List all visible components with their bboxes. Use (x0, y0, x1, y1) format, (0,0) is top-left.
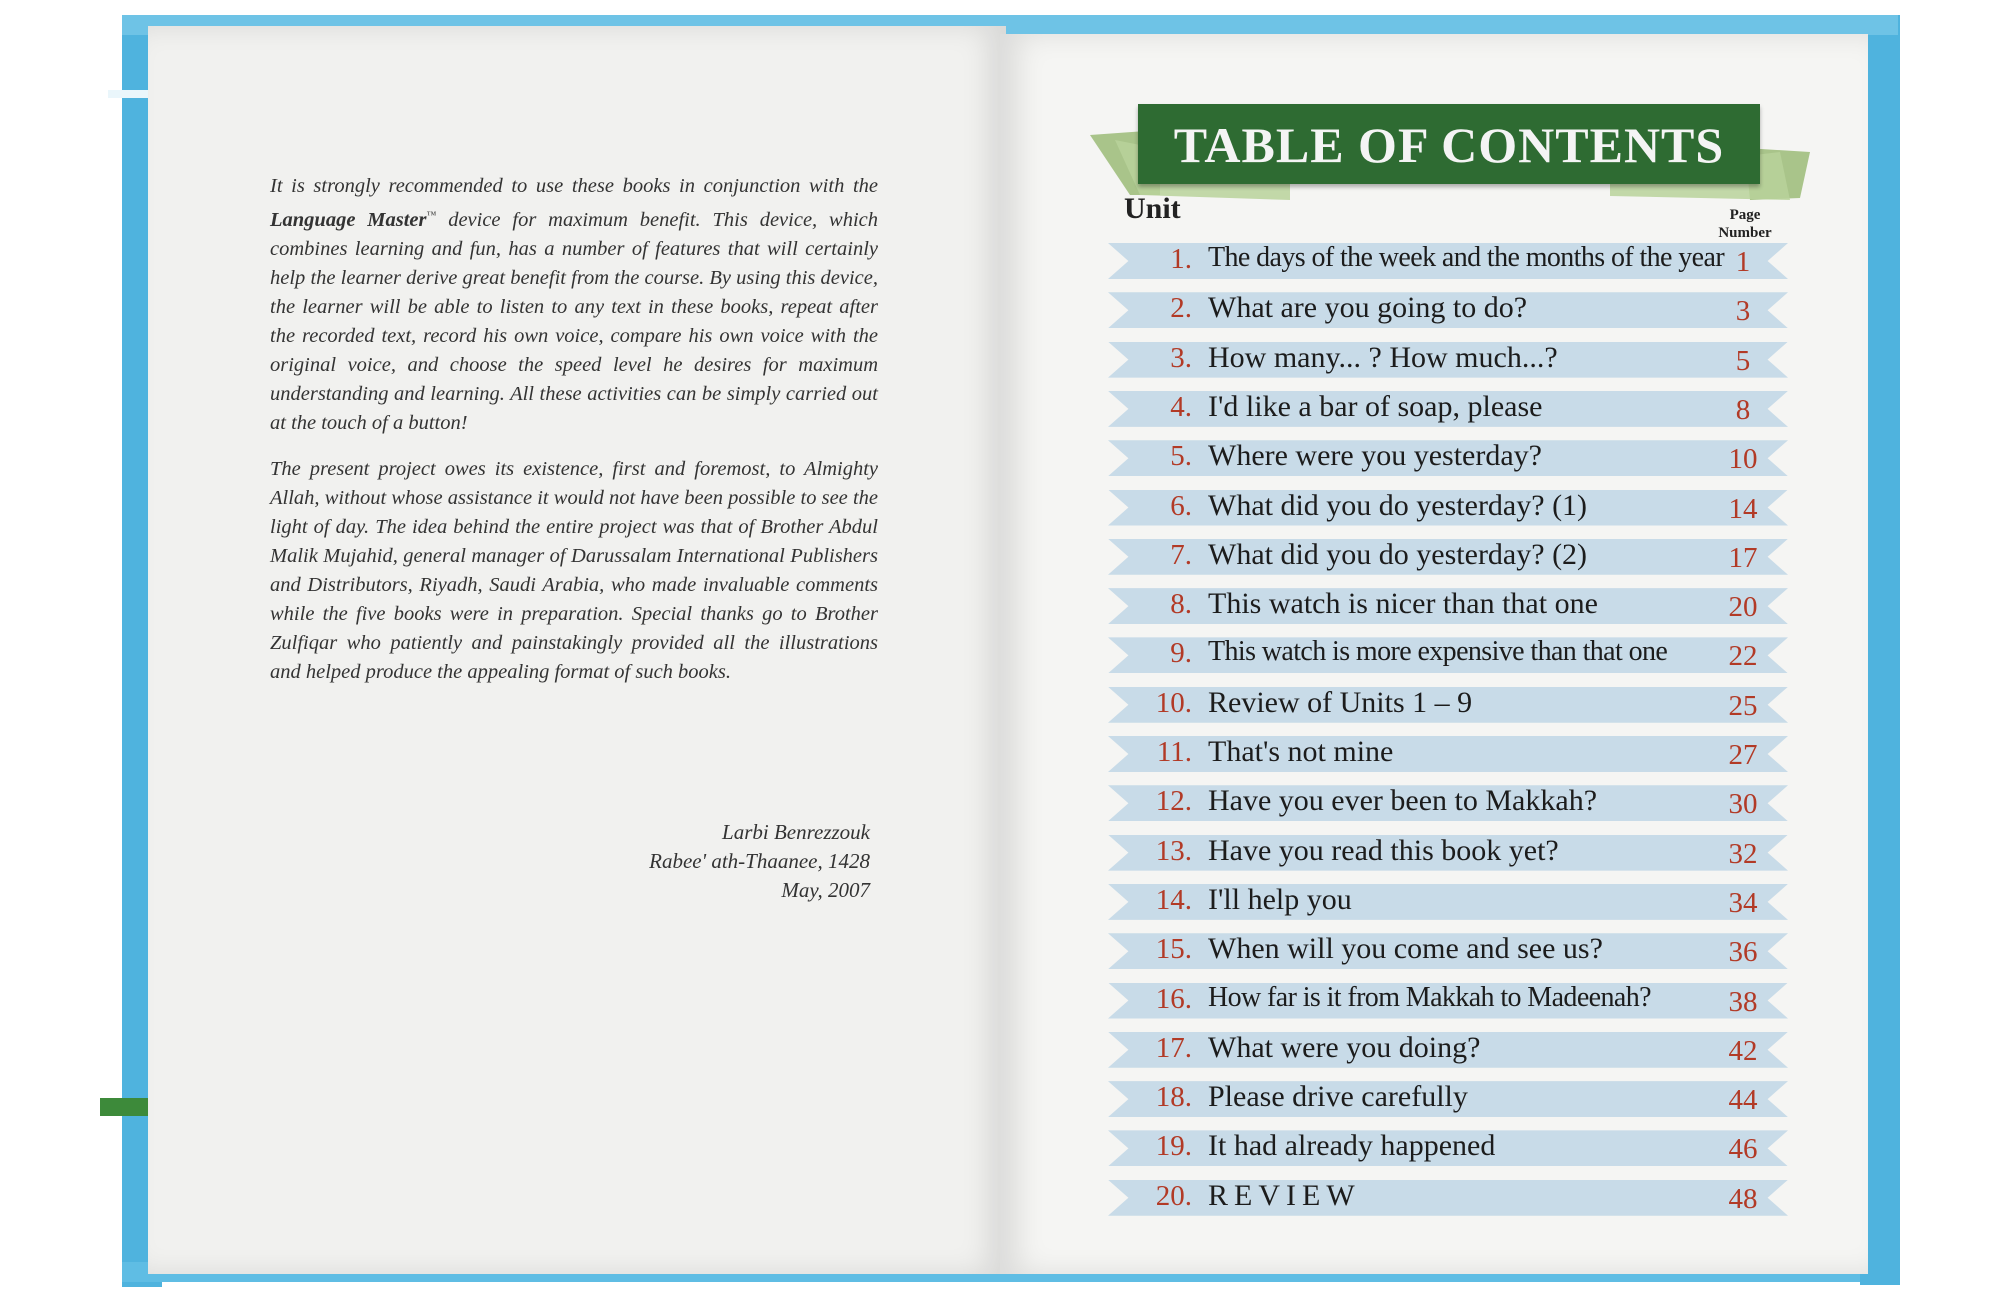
toc-entry (1108, 342, 1788, 378)
toc-entry (1108, 292, 1788, 328)
toc-page-number: 32 (1728, 837, 1758, 870)
toc-unit-number: 2. (1170, 292, 1192, 325)
toc-entry (1108, 1032, 1788, 1068)
toc-page-number: 8 (1735, 393, 1751, 426)
page-header-line-2: Number (1718, 225, 1772, 241)
author-name: Larbi Benrezzouk (722, 820, 870, 844)
toc-page-number: 46 (1728, 1133, 1758, 1166)
toc-unit-number: 12. (1155, 785, 1192, 818)
toc-page-number: 14 (1728, 492, 1758, 525)
toc-entry (1108, 835, 1788, 871)
title-banner (1090, 100, 1810, 210)
toc-entry (1108, 1081, 1788, 1117)
toc-page-number: 17 (1728, 541, 1758, 574)
toc-unit-title: How many... ? How much...? (1208, 340, 1558, 374)
toc-page-number: 34 (1728, 886, 1758, 919)
cover-white-stripe (108, 90, 150, 98)
toc-unit-number: 15. (1155, 933, 1192, 966)
toc-unit-number: 10. (1155, 686, 1192, 719)
toc-entry (1108, 687, 1788, 723)
toc-entry (1108, 490, 1788, 526)
toc-page-number: 3 (1735, 295, 1751, 328)
toc-entry (1108, 785, 1788, 821)
toc-entry (1108, 933, 1788, 969)
toc-page-number: 20 (1728, 591, 1758, 624)
toc-entry (1108, 588, 1788, 624)
toc-unit-title: What were you doing? (1208, 1030, 1481, 1064)
unit-column-header: Unit (1124, 192, 1181, 225)
toc-unit-number: 19. (1155, 1130, 1192, 1163)
intro-paragraph-2: The present project owes its existence, first and foremost, to Almighty Allah, without whose assistance it would not have been possible to see the light of day. The idea behind the entire project was that of Brother Abdul Malik Mujahid, general manager of Darussalam International Publishers and Distributors, Riyadh, Saudi Arabia, who made invaluable comments while the five books were in preparation. Special thanks go to Brother Zulfiqar who patiently and painstakingly provided all the illustrations and helped produce the appealing format of such books. (270, 457, 878, 683)
toc-entry (1108, 440, 1788, 476)
toc-unit-title: What did you do yesterday? (1) (1208, 488, 1588, 522)
intro-text-part: It is strongly recommended to use these books in conjunction with the (270, 175, 878, 197)
toc-unit-title: How far is it from Makkah to Madeenah? (1208, 981, 1651, 1013)
toc-unit-number: 1. (1170, 243, 1192, 275)
toc-unit-title: What did you do yesterday? (2) (1208, 537, 1588, 571)
toc-unit-number: 7. (1170, 538, 1192, 571)
trademark-symbol: ™ (426, 210, 437, 221)
toc-page-number: 25 (1728, 689, 1758, 722)
toc-entry (1108, 1130, 1788, 1166)
toc-unit-number: 18. (1155, 1081, 1192, 1114)
hijri-date: Rabee' ath-Thaanee, 1428 (649, 849, 870, 873)
toc-page-number: 44 (1728, 1084, 1758, 1117)
gregorian-date: May, 2007 (781, 878, 870, 902)
toc-entry (1108, 983, 1788, 1019)
page-header-line-1: Page (1729, 207, 1761, 223)
toc-unit-title: That's not mine (1208, 735, 1394, 768)
toc-entry (1108, 539, 1788, 575)
toc-unit-number: 3. (1170, 341, 1192, 374)
toc-page-number: 36 (1728, 936, 1758, 969)
toc-entry (1108, 243, 1788, 279)
toc-unit-title: Review of Units 1 – 9 (1208, 685, 1473, 719)
toc-unit-number: 16. (1155, 982, 1192, 1015)
toc-unit-number: 20. (1155, 1179, 1192, 1212)
toc-unit-title: I'll help you (1208, 882, 1352, 916)
intro-text (270, 172, 878, 704)
toc-unit-title: Please drive carefully (1208, 1080, 1468, 1114)
toc-page-number: 5 (1735, 344, 1751, 377)
language-master-name: Language Master (270, 208, 427, 231)
toc-page-number: 38 (1728, 985, 1758, 1018)
toc-unit-title: Where were you yesterday? (1208, 439, 1542, 473)
toc-page-number: 27 (1728, 739, 1758, 771)
toc-unit-number: 8. (1170, 588, 1192, 621)
toc-entry (1108, 736, 1788, 772)
toc-unit-title: This watch is nicer than that one (1208, 587, 1598, 621)
toc-unit-title: What are you going to do? (1208, 291, 1528, 325)
toc-unit-number: 11. (1156, 736, 1192, 768)
toc-unit-title: When will you come and see us? (1208, 932, 1603, 966)
toc-unit-title: This watch is more expensive than that one (1208, 636, 1668, 668)
toc-page-number: 1 (1735, 246, 1751, 278)
toc-unit-number: 4. (1170, 390, 1192, 423)
signature-block (500, 818, 870, 905)
toc-unit-title: I'd like a bar of soap, please (1208, 389, 1543, 423)
toc-unit-number: 13. (1155, 834, 1192, 867)
toc-unit-number: 14. (1155, 883, 1192, 916)
toc-unit-title: Have you read this book yet? (1208, 833, 1559, 867)
toc-unit-number: 6. (1170, 489, 1192, 522)
cover-green-stripe (100, 1098, 150, 1116)
toc-page-number: 30 (1728, 788, 1758, 821)
toc-page-number: 10 (1728, 443, 1758, 476)
toc-title: TABLE OF CONTENTS (1173, 117, 1725, 173)
toc-entry (1108, 1180, 1788, 1216)
toc-page-number: 42 (1728, 1034, 1758, 1067)
intro-paragraph-1 (270, 172, 878, 438)
toc-unit-title: The days of the week and the months of the year (1208, 242, 1725, 273)
toc-unit-title: REVIEW (1208, 1178, 1361, 1212)
toc-unit-title: It had already happened (1208, 1129, 1496, 1163)
toc-unit-number: 9. (1170, 637, 1192, 670)
toc-page-number: 22 (1728, 640, 1758, 673)
intro-text-part: device for maximum benefit. This device, which combines learning and fun, has a number of features that will certainly help the learner derive great benefit from the course. By using this device, the learner will be able to listen to any text in these books, repeat after the recorded text, record his own voice, compare his own voice with the original voice, and choose the speed level he desires for maximum understanding and learning. All these activities can be simply carried out at the touch of a button! (270, 208, 878, 434)
toc-page-number: 48 (1728, 1182, 1758, 1215)
toc-entry (1108, 884, 1788, 920)
toc-unit-number: 17. (1155, 1031, 1192, 1064)
toc-entry (1108, 637, 1788, 673)
banner-ribbon (1138, 104, 1760, 184)
toc-unit-title: Have you ever been to Makkah? (1208, 784, 1598, 818)
toc-entry (1108, 391, 1788, 427)
page-number-column-header (1700, 206, 1790, 242)
toc-unit-number: 5. (1170, 440, 1192, 473)
